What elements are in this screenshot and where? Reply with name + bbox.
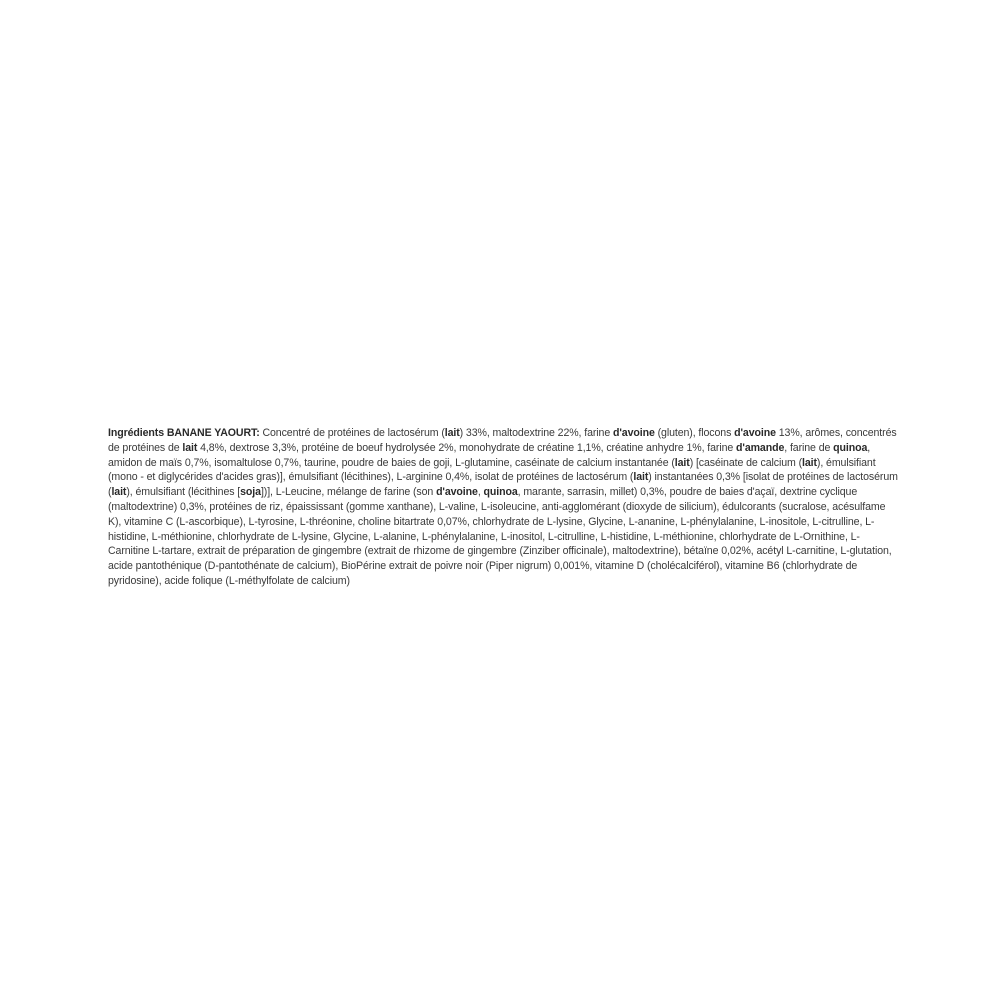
- allergen-highlight: lait: [674, 456, 690, 469]
- allergen-highlight: d'avoine: [613, 427, 655, 439]
- ingredients-heading: Ingrédients BANANE YAOURT:: [108, 427, 260, 439]
- allergen-highlight: d'amande: [736, 441, 785, 454]
- ingredient-text-segment: ) 33%, maltodextrine 22%, farine: [459, 427, 613, 439]
- allergen-highlight: quinoa: [483, 486, 518, 499]
- ingredient-text-segment: (gluten), flocons: [654, 427, 735, 439]
- allergen-highlight: d'avoine: [436, 486, 478, 499]
- ingredient-text-segment: Concentré de protéines de lactosérum (: [259, 427, 445, 439]
- ingredients-paragraph: [108, 426, 898, 589]
- ingredient-text-segment: , marante, sarrasin, millet) 0,3%, poudre de baies d'açaï, dextrine cyclique (maltodextrine) 0,3%, protéines de riz, épaississant (gomme xanthane), L-valine, L-isoleucine, anti-agglomérant (dioxyde de silicium), édulcorants (sucralose, acésulfame K), vitamine C (L-ascorbique), L-tyrosine, L-thréonine, choline bitartrate 0,07%, chlorhydrate de L-lysine, Glycine, L-ananine, L-phénylalanine, L-inositole, L-citrulline, L-histidine, L-méthionine, chlorhydrate de L-lysine, Glycine, L-alanine, L-phénylalanine, L-inositol, L-citrulline, L-histidine, L-méthionine, chlorhydrate de L-Ornithine, L-Carnitine L-tartare, extrait de préparation de gingembre (extrait de rhizome de gingembre (Zinziber officinale), maltodextrine), bétaïne 0,02%, acétyl L-carnitine, L-glutation, acide pantothénique (D-pantothénate de calcium), BioPérine extrait de poivre noir (Piper nigrum) 0,001%, vitamine D (cholécalciférol), vitamine B6 (chlorhydrate de pyridosine), acide folique (L-méthylfolate de calcium): [108, 486, 892, 587]
- ingredient-text-segment: ,: [477, 486, 484, 499]
- allergen-highlight: lait: [182, 441, 198, 454]
- ingredient-text-segment: ), émulsifiant (lécithines [: [126, 486, 241, 499]
- ingredient-text-segment: 4,8%, dextrose 3,3%, protéine de boeuf hydrolysée 2%, monohydrate de créatine 1,1%, créatine anhydre 1%, farine: [197, 441, 737, 454]
- allergen-highlight: quinoa: [833, 441, 868, 454]
- ingredient-text-segment: 13%, arômes, concentrés de protéines de: [108, 427, 897, 454]
- allergen-highlight: lait: [802, 456, 817, 469]
- allergen-highlight: d'avoine: [734, 427, 776, 439]
- ingredient-text-segment: , amidon de maïs 0,7%, isomaltulose 0,7%, taurine, poudre de baies de goji, L-glutamine, caséinate de calcium instantanée (: [108, 441, 871, 469]
- allergen-highlight: lait: [111, 486, 127, 499]
- allergen-highlight: lait: [633, 471, 649, 484]
- allergen-highlight: lait: [444, 427, 460, 439]
- ingredient-text-segment: ) [caséinate de calcium (: [689, 456, 803, 469]
- ingredients-text: [108, 427, 898, 587]
- allergen-highlight: soja: [240, 486, 261, 499]
- ingredient-text-segment: ) instantanées 0,3% [isolat de protéines de lactosérum (: [108, 471, 898, 499]
- ingredient-text-segment: ), émulsifiant (mono - et diglycérides d'acides gras)], émulsifiant (lécithines), L-arginine 0,4%, isolat de protéines de lactosérum (: [108, 456, 876, 484]
- ingredient-text-segment: , farine de: [784, 441, 834, 454]
- ingredient-text-segment: ])], L-Leucine, mélange de farine (son: [260, 486, 437, 499]
